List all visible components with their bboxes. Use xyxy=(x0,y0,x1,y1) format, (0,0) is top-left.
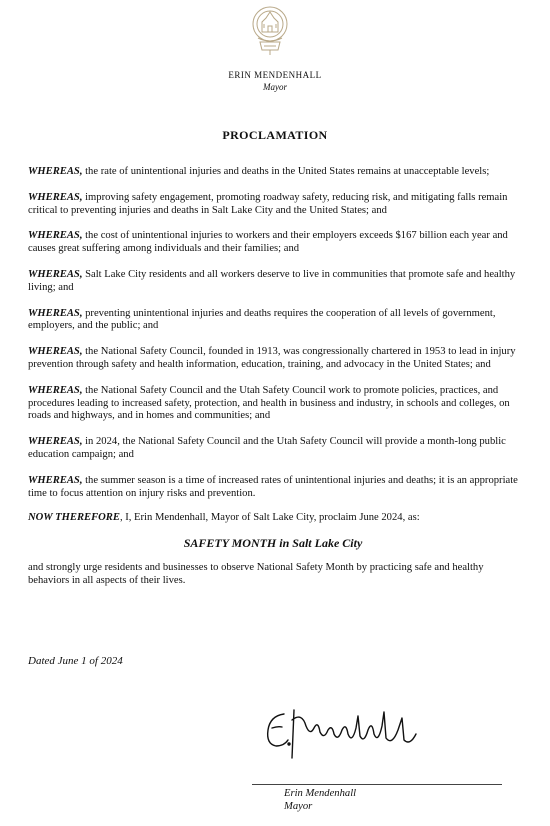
whereas-text: preventing unintentional injuries and deaths requires the cooperation of all levels of government, employers, and the public; and xyxy=(28,307,496,332)
dated-line: Dated June 1 of 2024 xyxy=(28,655,123,667)
whereas-paragraph xyxy=(28,475,518,501)
whereas-text: the rate of unintentional injuries and deaths in the United States remains at unacceptable levels; xyxy=(82,166,490,177)
proclamation-body xyxy=(28,166,518,588)
whereas-lead: WHEREAS, xyxy=(28,307,83,319)
proclamation-title: PROCLAMATION xyxy=(222,128,328,142)
now-therefore-lead: NOW THEREFORE xyxy=(28,512,120,524)
whereas-paragraph xyxy=(28,436,518,462)
whereas-paragraph xyxy=(28,385,518,423)
whereas-paragraph xyxy=(28,166,518,179)
whereas-text: the National Safety Council and the Utah Safety Council work to promote policies, practices, and procedures leading to increased safety, protection, and health in business and industry, in schools and colleges, on roads and highways, and in homes and communities; and xyxy=(28,384,510,422)
now-therefore-text: , I, Erin Mendenhall, Mayor of Salt Lake City, proclaim June 2024, as: xyxy=(119,512,420,524)
whereas-lead: WHEREAS, xyxy=(28,436,83,448)
whereas-text: the National Safety Council, founded in 1913, was congressionally chartered in 1953 to lead in injury prevention through safety and health information, education, training, and advocacy in the United States; and xyxy=(28,346,516,370)
whereas-lead: WHEREAS, xyxy=(28,268,83,280)
mayor-signature xyxy=(262,700,422,762)
whereas-text: the summer season is a time of increased rates of unintentional injuries and deaths; it is an appropriate time to focus attention on injury risks and prevention. xyxy=(28,474,518,499)
whereas-lead: WHEREAS, xyxy=(28,474,83,486)
whereas-lead: WHEREAS, xyxy=(28,191,83,203)
whereas-lead: WHEREAS, xyxy=(28,384,83,396)
now-therefore-paragraph xyxy=(28,512,518,525)
urge-paragraph: and strongly urge residents and businesses to observe National Safety Month by practicing safe and healthy behaviors in all aspects of their lives. xyxy=(28,561,484,586)
whereas-text: in 2024, the National Safety Council and the Utah Safety Council will provide a month-long public education campaign; and xyxy=(28,436,506,460)
mayor-title: Mayor xyxy=(263,82,287,92)
whereas-text: improving safety engagement, promoting roadway safety, reducing risk, and mitigating falls remain critical to preventing injuries and deaths in Salt Lake City and the United States; and xyxy=(28,191,508,216)
whereas-paragraph xyxy=(28,269,518,295)
whereas-lead: WHEREAS, xyxy=(28,346,83,358)
signature-line xyxy=(252,784,502,785)
whereas-paragraph xyxy=(28,192,518,218)
whereas-lead: WHEREAS, xyxy=(28,166,83,177)
whereas-lead: WHEREAS, xyxy=(28,230,83,242)
signer-title: Mayor xyxy=(284,801,313,812)
safety-month-heading: SAFETY MONTH in Salt Lake City xyxy=(183,536,363,551)
mayor-name: ERIN MENDENHALL xyxy=(228,70,322,80)
whereas-paragraph xyxy=(28,346,518,372)
whereas-text: Salt Lake City residents and all workers deserve to live in communities that promote safe and healthy living; and xyxy=(28,268,516,293)
whereas-paragraph xyxy=(28,308,518,334)
signer-name: Erin Mendenhall xyxy=(284,788,357,799)
salt-lake-city-seal-icon xyxy=(250,4,290,56)
whereas-text: the cost of unintentional injuries to workers and their employers exceeds $167 billion each year and causes great suffering among individuals and their families; and xyxy=(28,230,508,255)
whereas-paragraph xyxy=(28,230,518,256)
